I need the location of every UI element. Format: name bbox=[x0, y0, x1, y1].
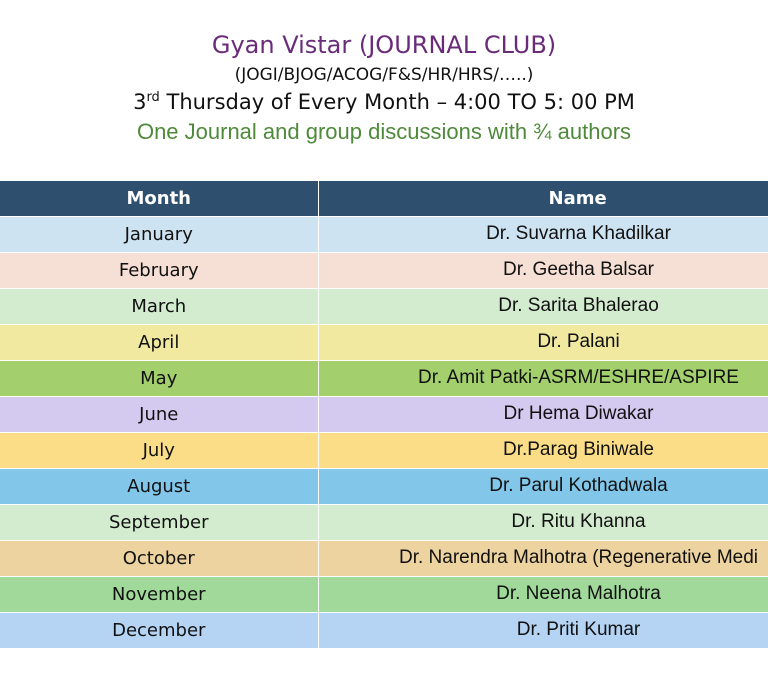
name-cell-text: Dr. Ritu Khanna bbox=[511, 511, 646, 532]
name-cell bbox=[318, 469, 768, 505]
name-cell bbox=[318, 433, 768, 469]
table-row bbox=[0, 253, 768, 289]
name-cell-text: Dr. Neena Malhotra bbox=[496, 583, 661, 604]
name-cell bbox=[318, 541, 768, 577]
name-column-header bbox=[318, 181, 768, 217]
name-column-header-label: Name bbox=[548, 188, 607, 209]
name-cell bbox=[318, 613, 768, 649]
name-cell-text: Dr. Narendra Malhotra (Regenerative Medi bbox=[398, 547, 759, 568]
table-row bbox=[0, 361, 768, 397]
name-cell bbox=[318, 397, 768, 433]
table-row bbox=[0, 577, 768, 613]
month-cell: May bbox=[0, 361, 318, 397]
name-cell-text: Dr. Suvarna Khadilkar bbox=[486, 223, 671, 244]
month-cell: April bbox=[0, 325, 318, 361]
name-cell bbox=[318, 325, 768, 361]
name-cell-text: Dr.Parag Biniwale bbox=[502, 439, 655, 460]
month-cell: January bbox=[0, 217, 318, 253]
table-row bbox=[0, 541, 768, 577]
tagline: One Journal and group discussions with ¾ authors bbox=[136, 119, 632, 144]
schedule-line bbox=[0, 88, 768, 116]
schedule-ordinal-suffix: rd bbox=[146, 90, 160, 105]
name-cell bbox=[318, 289, 768, 325]
name-cell-text: Dr. Sarita Bhalerao bbox=[498, 295, 659, 316]
name-cell bbox=[318, 253, 768, 289]
table-row bbox=[0, 397, 768, 433]
name-cell bbox=[318, 361, 768, 397]
table-row bbox=[0, 433, 768, 469]
month-cell: June bbox=[0, 397, 318, 433]
month-cell: February bbox=[0, 253, 318, 289]
name-cell-text: Dr. Geetha Balsar bbox=[502, 259, 655, 280]
table-row bbox=[0, 613, 768, 649]
schedule-text: Thursday of Every Month – 4:00 TO 5: 00 PM bbox=[159, 90, 635, 114]
month-column-header: Month bbox=[0, 181, 318, 217]
table-row bbox=[0, 325, 768, 361]
month-cell: December bbox=[0, 613, 318, 649]
journal-list: (JOGI/BJOG/ACOG/F&S/HR/HRS/…..) bbox=[234, 65, 534, 85]
table-row bbox=[0, 217, 768, 253]
page-title: Gyan Vistar (JOURNAL CLUB) bbox=[211, 31, 557, 59]
month-cell: September bbox=[0, 505, 318, 541]
name-cell-text: Dr Hema Diwakar bbox=[503, 403, 654, 424]
name-cell-text: Dr. Palani bbox=[537, 331, 620, 352]
table-row bbox=[0, 289, 768, 325]
name-cell bbox=[318, 577, 768, 613]
table-header-row bbox=[0, 181, 768, 217]
month-cell: July bbox=[0, 433, 318, 469]
name-cell-text: Dr. Priti Kumar bbox=[516, 619, 641, 640]
schedule-ordinal: 3 bbox=[133, 90, 147, 114]
name-cell-text: Dr. Parul Kothadwala bbox=[489, 475, 668, 496]
name-cell bbox=[318, 217, 768, 253]
month-cell: November bbox=[0, 577, 318, 613]
table-row bbox=[0, 469, 768, 505]
month-cell: October bbox=[0, 541, 318, 577]
schedule-table bbox=[0, 181, 768, 648]
month-cell: August bbox=[0, 469, 318, 505]
name-cell-text: Dr. Amit Patki-ASRM/ESHRE/ASPIRE bbox=[418, 367, 739, 388]
table-row bbox=[0, 505, 768, 541]
month-cell: March bbox=[0, 289, 318, 325]
name-cell bbox=[318, 505, 768, 541]
